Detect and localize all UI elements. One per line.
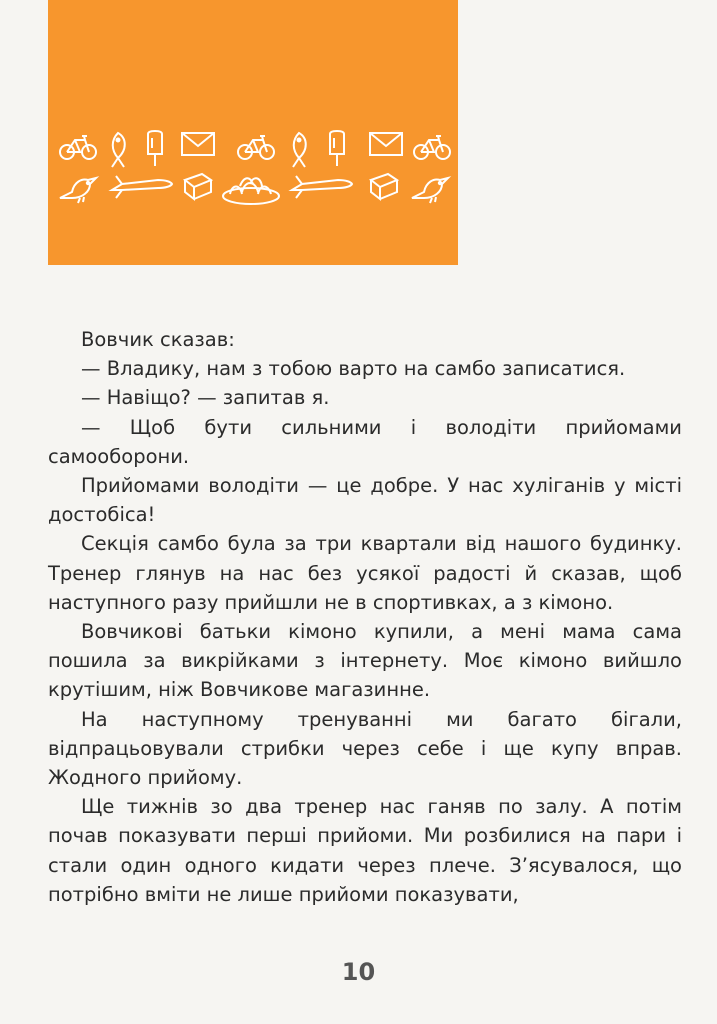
ice-cream-icon <box>326 130 348 168</box>
envelope-icon <box>180 130 216 158</box>
paragraph: Ще тижнів зо два тренер нас ганяв по залу. А потім почав показувати перші прийоми. Ми розбилися на пари і стали один одного кидати через плече. З’ясувалося, що потрібно вміти не лише прийоми показувати, <box>48 795 682 906</box>
book-icon <box>368 170 400 202</box>
rocket-icon <box>288 170 354 200</box>
page-number: 10 <box>341 958 376 986</box>
rocket-icon <box>108 170 174 200</box>
bicycle-icon <box>236 130 276 162</box>
paragraph: — Навіщо? — запитав я. <box>81 386 330 410</box>
banner-icons-row-1 <box>48 130 458 170</box>
paragraph: Секція самбо була за три квартали від нашого будинку. Тренер глянув на нас без усякої радості й сказав, щоб наступного разу прийшли не в спортивках, а з кімоно. <box>48 532 682 614</box>
decorative-banner <box>48 0 458 265</box>
dumplings-plate-icon <box>220 170 282 206</box>
story-text <box>48 325 682 909</box>
paragraph: — Владику, нам з тобою варто на самбо записатися. <box>81 357 626 381</box>
paragraph: На наступному тренуванні ми багато бігали, відпрацьовували стрибки через себе і ще купу вправ. Жодного прийому. <box>48 707 682 790</box>
ice-cream-icon <box>144 130 166 168</box>
book-icon <box>182 170 214 202</box>
paragraph: — Щоб бути сильними і володіти прийомами самооборони. <box>48 415 682 468</box>
fish-icon <box>103 130 133 170</box>
bicycle-icon <box>412 130 452 162</box>
banner-icons-row-2 <box>48 170 458 210</box>
envelope-icon <box>368 130 404 158</box>
paragraph: Вовчикові батьки кімоно купили, а мені мама сама пошила за викрійками з інтернету. Моє кімоно вийшло крутішим, ніж Вовчикове магазинне. <box>48 620 682 702</box>
bird-icon <box>408 170 454 204</box>
fish-icon <box>284 130 314 170</box>
paragraph: Прийомами володіти — це добре. У нас хуліганів у місті достобіса! <box>48 474 682 527</box>
bird-icon <box>56 170 102 204</box>
bicycle-icon <box>58 130 98 162</box>
paragraph: Вовчик сказав: <box>81 328 235 351</box>
